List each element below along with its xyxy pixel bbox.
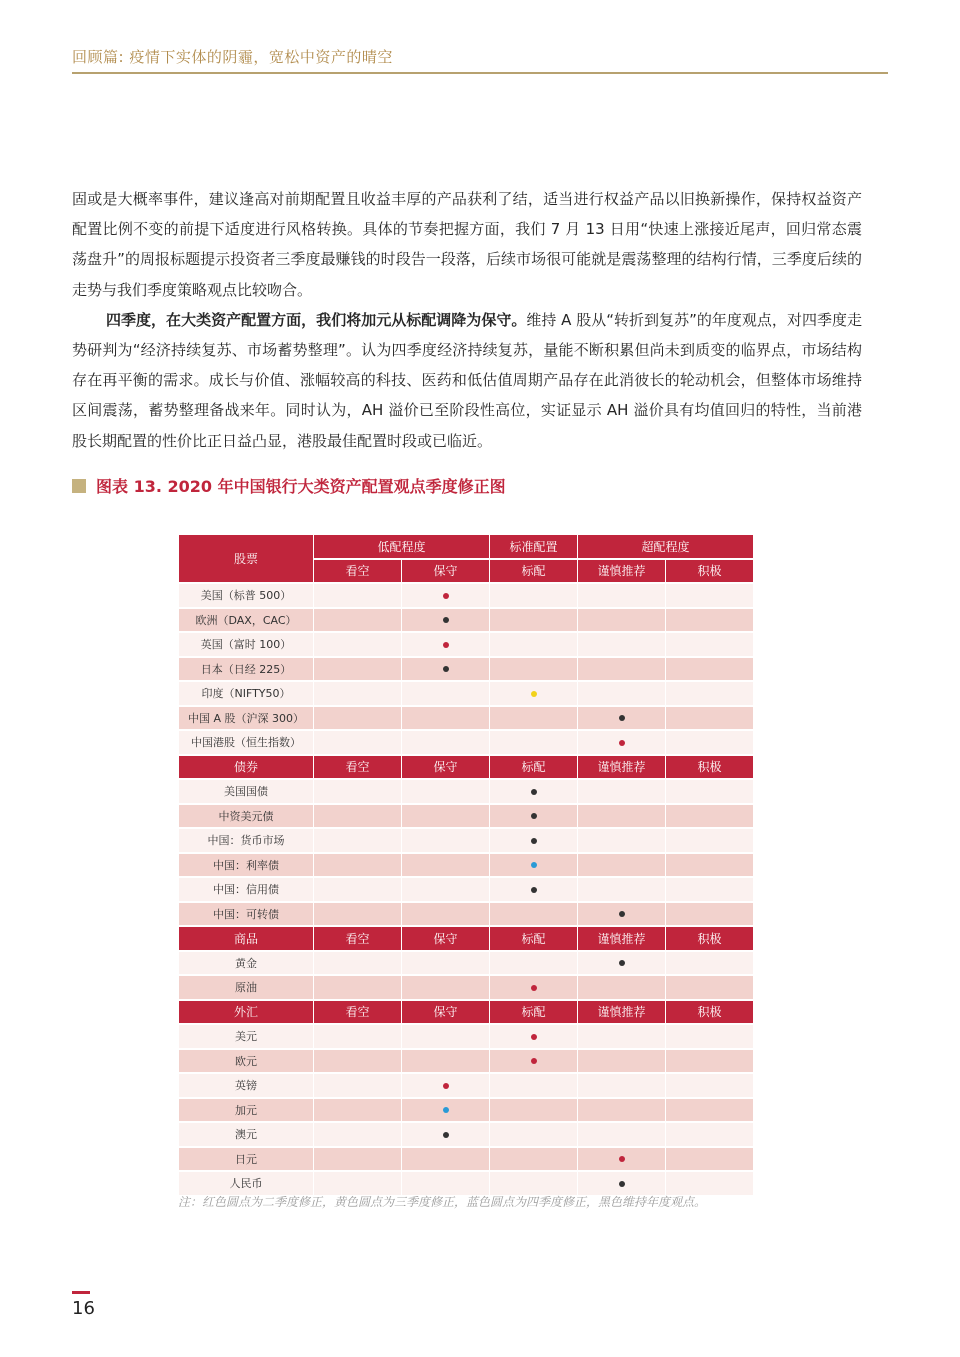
table-cell (578, 1050, 665, 1073)
table-cell (314, 1074, 401, 1097)
marker-dot (443, 617, 449, 623)
table-cell (490, 1050, 577, 1073)
table-row (179, 829, 753, 852)
table-cell (402, 952, 489, 975)
table-cell (578, 1074, 665, 1097)
section-header-row (179, 1001, 753, 1024)
table-row (179, 903, 753, 926)
table-cell (490, 731, 577, 754)
table-cell (490, 854, 577, 877)
row-label: 欧洲（DAX，CAC） (179, 609, 313, 632)
table-cell (666, 1050, 753, 1073)
table-cell (490, 780, 577, 803)
row-label: 中国港股（恒生指数） (179, 731, 313, 754)
table-cell (490, 1172, 577, 1195)
table-cell (490, 658, 577, 681)
column-header: 保守 (402, 560, 489, 583)
page-number-rule (72, 1291, 90, 1294)
row-label: 加元 (179, 1099, 313, 1122)
table-cell (490, 1025, 577, 1048)
marker-dot (531, 1058, 537, 1064)
table-cell (402, 1099, 489, 1122)
table-cell (314, 1172, 401, 1195)
table-cell (314, 976, 401, 999)
paragraph-2-rest: 维持 A 股从“转折到复苏”的年度观点，对四季度走势研判为“经济持续复苏、市场蓄势整理”。认为四季度经济持续复苏，量能不断积累但尚未到质变的临界点，市场结构存在再平衡的需求。成长与价值、涨幅较高的科技、医药和低估值周期产品存在此消彼长的轮动机会，但整体市场维持区间震荡，蓄势整理备战来年。同时认为，AH 溢价已至阶段性高位，实证显示 AH 溢价具有均值回归的特性，当前港股长期配置的性价比正日益凸显，港股最佳配置时段或已临近。 (72, 310, 862, 450)
table-cell (490, 878, 577, 901)
row-label: 日元 (179, 1148, 313, 1171)
table-row (179, 584, 753, 607)
table-cell (314, 878, 401, 901)
table-cell (666, 609, 753, 632)
table-row (179, 1099, 753, 1122)
column-header: 标配 (490, 927, 577, 950)
marker-dot (443, 1132, 449, 1138)
table-cell (578, 878, 665, 901)
row-label: 黄金 (179, 952, 313, 975)
table-cell (490, 1123, 577, 1146)
marker-dot (443, 666, 449, 672)
table-cell (490, 1099, 577, 1122)
table-row (179, 1025, 753, 1048)
table-cell (666, 805, 753, 828)
column-header: 保守 (402, 927, 489, 950)
table-cell (314, 854, 401, 877)
table-cell (402, 658, 489, 681)
table-row (179, 976, 753, 999)
marker-dot (619, 1156, 625, 1162)
table-cell (666, 633, 753, 656)
figure-note: 注：红色圆点为二季度修正，黄色圆点为三季度修正，蓝色圆点为四季度修正，黑色维持年度观点。 (178, 1195, 707, 1209)
table-cell (314, 1123, 401, 1146)
marker-dot (443, 593, 449, 599)
marker-dot (531, 887, 537, 893)
column-header: 积极 (666, 1001, 753, 1024)
body-text (72, 184, 862, 456)
row-label: 人民币 (179, 1172, 313, 1195)
column-header: 积极 (666, 927, 753, 950)
row-label: 中国：货币市场 (179, 829, 313, 852)
section-header-cell: 商品 (179, 927, 313, 950)
column-header: 标配 (490, 560, 577, 583)
row-label: 美元 (179, 1025, 313, 1048)
paragraph-2 (72, 305, 862, 456)
table-cell (314, 1050, 401, 1073)
table-cell (578, 609, 665, 632)
table-row (179, 805, 753, 828)
table-cell (666, 1172, 753, 1195)
table-cell (402, 707, 489, 730)
row-label: 原油 (179, 976, 313, 999)
marker-dot (619, 740, 625, 746)
table-cell (314, 707, 401, 730)
table-cell (666, 1025, 753, 1048)
column-header: 谨慎推荐 (578, 1001, 665, 1024)
marker-dot (619, 911, 625, 917)
column-header: 谨慎推荐 (578, 560, 665, 583)
marker-dot (443, 1107, 449, 1113)
table-cell (490, 805, 577, 828)
column-header: 保守 (402, 756, 489, 779)
allocation-table (178, 533, 754, 1197)
table-cell (578, 584, 665, 607)
table-cell (490, 829, 577, 852)
title-square-icon (72, 479, 86, 493)
table-row (179, 1148, 753, 1171)
column-header: 看空 (314, 756, 401, 779)
table-cell (314, 1099, 401, 1122)
row-label: 澳元 (179, 1123, 313, 1146)
table-cell (402, 854, 489, 877)
table-cell (578, 1123, 665, 1146)
column-header: 标配 (490, 1001, 577, 1024)
table-cell (402, 780, 489, 803)
column-header: 谨慎推荐 (578, 927, 665, 950)
section-header-cell: 股票 (179, 535, 313, 582)
table-cell (578, 805, 665, 828)
column-header: 积极 (666, 756, 753, 779)
table-cell (666, 584, 753, 607)
table-cell (578, 1172, 665, 1195)
row-label: 美国国债 (179, 780, 313, 803)
marker-dot (443, 642, 449, 648)
table-cell (666, 1099, 753, 1122)
marker-dot (531, 1034, 537, 1040)
header-row-groups (179, 535, 753, 558)
table-cell (314, 658, 401, 681)
table-cell (666, 829, 753, 852)
table-row (179, 1074, 753, 1097)
table-cell (490, 952, 577, 975)
table-cell (314, 829, 401, 852)
table-cell (490, 976, 577, 999)
table-cell (402, 1172, 489, 1195)
page-number: 16 (72, 1298, 95, 1319)
table-cell (490, 609, 577, 632)
column-header: 看空 (314, 1001, 401, 1024)
table-cell (314, 682, 401, 705)
marker-dot (531, 691, 537, 697)
table-cell (666, 903, 753, 926)
table-row (179, 731, 753, 754)
table-cell (578, 707, 665, 730)
table-cell (578, 976, 665, 999)
paragraph-2-bold: 四季度，在大类资产配置方面，我们将加元从标配调降为保守。 (106, 310, 527, 329)
column-header: 积极 (666, 560, 753, 583)
table-cell (490, 682, 577, 705)
table-row (179, 854, 753, 877)
table-row (179, 1050, 753, 1073)
table-cell (402, 1050, 489, 1073)
table-cell (666, 878, 753, 901)
row-label: 欧元 (179, 1050, 313, 1073)
marker-dot (531, 789, 537, 795)
table-row (179, 707, 753, 730)
column-header: 看空 (314, 560, 401, 583)
section-header-cell: 外汇 (179, 1001, 313, 1024)
table-cell (666, 1074, 753, 1097)
table-row (179, 1172, 753, 1195)
table-cell (402, 805, 489, 828)
table-cell (314, 609, 401, 632)
table-cell (578, 658, 665, 681)
column-header: 保守 (402, 1001, 489, 1024)
section-header-row (179, 756, 753, 779)
table-cell (314, 805, 401, 828)
table-cell (314, 731, 401, 754)
header-rule (72, 72, 888, 74)
table-cell (402, 584, 489, 607)
table-cell (314, 633, 401, 656)
table-cell (314, 1025, 401, 1048)
table-cell (666, 952, 753, 975)
table-cell (402, 1074, 489, 1097)
marker-dot (531, 985, 537, 991)
row-label: 中国：可转债 (179, 903, 313, 926)
table-cell (402, 609, 489, 632)
section-header-cell: 债券 (179, 756, 313, 779)
table-cell (578, 903, 665, 926)
table-cell (402, 731, 489, 754)
column-header: 标配 (490, 756, 577, 779)
figure-title-text: 图表 13. 2020 年中国银行大类资产配置观点季度修正图 (96, 477, 506, 496)
table-cell (402, 903, 489, 926)
figure-title (72, 474, 506, 497)
table-cell (578, 829, 665, 852)
table-cell (666, 1123, 753, 1146)
table-cell (314, 1148, 401, 1171)
row-label: 美国（标普 500） (179, 584, 313, 607)
marker-dot (531, 838, 537, 844)
table-row (179, 952, 753, 975)
table-cell (314, 584, 401, 607)
table-cell (578, 1148, 665, 1171)
table-cell (314, 780, 401, 803)
table-cell (578, 854, 665, 877)
row-label: 中国：信用债 (179, 878, 313, 901)
marker-dot (443, 1083, 449, 1089)
row-label: 日本（日经 225） (179, 658, 313, 681)
row-label: 英国（富时 100） (179, 633, 313, 656)
table-cell (402, 829, 489, 852)
table-cell (402, 1148, 489, 1171)
marker-dot (531, 813, 537, 819)
table-cell (490, 584, 577, 607)
row-label: 中资美元债 (179, 805, 313, 828)
running-header: 回顾篇: 疫情下实体的阴霾，宽松中资产的晴空 (72, 48, 393, 66)
table-cell (402, 976, 489, 999)
table-row (179, 609, 753, 632)
table-cell (578, 731, 665, 754)
group-header-under: 低配程度 (314, 535, 489, 558)
column-header: 看空 (314, 927, 401, 950)
table-cell (578, 952, 665, 975)
table-cell (666, 780, 753, 803)
table-row (179, 682, 753, 705)
group-header-over: 超配程度 (578, 535, 753, 558)
table-cell (666, 682, 753, 705)
table-cell (666, 1148, 753, 1171)
table-row (179, 780, 753, 803)
paragraph-1: 固或是大概率事件，建议逢高对前期配置且收益丰厚的产品获利了结，适当进行权益产品以旧换新操作，保持权益资产配置比例不变的前提下适度进行风格转换。具体的节奏把握方面，我们 7 月 13 日用“快速上涨接近尾声，回归常态震荡盘升”的周报标题提示投资者三季度最赚钱的时段告一段落，后续市场很可能就是震荡整理的结构行情，三季度后续的走势与我们季度策略观点比较吻合。 (72, 190, 862, 299)
section-header-row (179, 927, 753, 950)
table-cell (402, 1025, 489, 1048)
marker-dot (619, 1181, 625, 1187)
marker-dot (619, 960, 625, 966)
group-header-neutral: 标准配置 (490, 535, 577, 558)
row-label: 中国：利率债 (179, 854, 313, 877)
table-row (179, 658, 753, 681)
table-cell (578, 682, 665, 705)
table-cell (578, 1025, 665, 1048)
table-cell (402, 682, 489, 705)
table-cell (578, 633, 665, 656)
table-cell (490, 1148, 577, 1171)
table-cell (490, 707, 577, 730)
table-cell (402, 633, 489, 656)
table-cell (578, 780, 665, 803)
table-cell (402, 1123, 489, 1146)
table-cell (490, 903, 577, 926)
table-cell (314, 952, 401, 975)
table-cell (402, 878, 489, 901)
table-cell (490, 633, 577, 656)
table-cell (666, 731, 753, 754)
row-label: 印度（NIFTY50） (179, 682, 313, 705)
table-cell (666, 976, 753, 999)
table-row (179, 878, 753, 901)
table-cell (314, 903, 401, 926)
row-label: 英镑 (179, 1074, 313, 1097)
marker-dot (619, 715, 625, 721)
table-cell (490, 1074, 577, 1097)
row-label: 中国 A 股（沪深 300） (179, 707, 313, 730)
table-row (179, 633, 753, 656)
table-cell (666, 658, 753, 681)
table-cell (578, 1099, 665, 1122)
table-cell (666, 707, 753, 730)
table-row (179, 1123, 753, 1146)
table-cell (666, 854, 753, 877)
marker-dot (531, 862, 537, 868)
column-header: 谨慎推荐 (578, 756, 665, 779)
